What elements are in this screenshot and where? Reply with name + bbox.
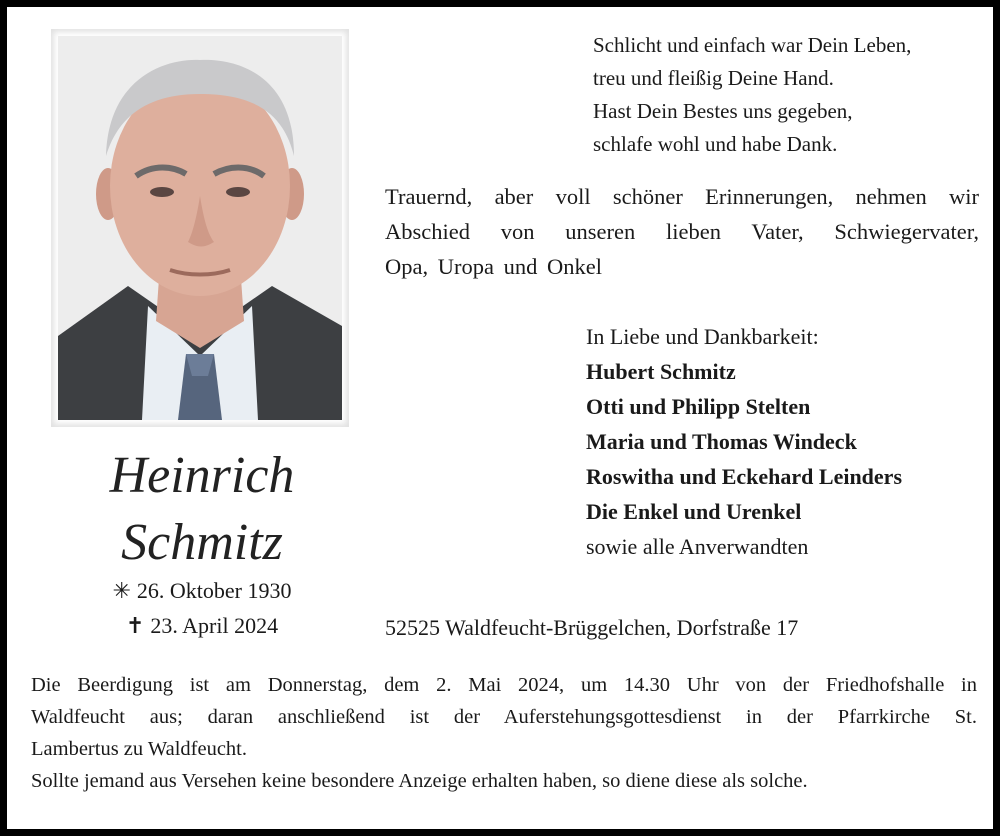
birth-date-text: 26. Oktober 1930 bbox=[136, 578, 292, 603]
death-date-text: 23. April 2024 bbox=[150, 613, 279, 638]
death-date bbox=[47, 608, 357, 643]
birth-star-icon: ✳ bbox=[112, 578, 131, 603]
mourner-name: Maria und Thomas Windeck bbox=[586, 429, 857, 454]
poem-line: schlafe wohl und habe Dank. bbox=[593, 132, 838, 156]
farewell-text bbox=[385, 179, 979, 284]
notice-line: Sollte jemand aus Versehen keine besondere Anzeige erhalten haben, so diene diese als solche. bbox=[31, 770, 808, 792]
portrait-illustration bbox=[58, 36, 342, 420]
poem-line: Hast Dein Bestes uns gegeben, bbox=[593, 99, 853, 123]
poem-line: Schlicht und einfach war Dein Leben, bbox=[593, 33, 912, 57]
deceased-last-name: Schmitz bbox=[121, 514, 283, 571]
notice-line: Waldfeucht aus; daran anschließend ist der Auferstehungsgottesdienst in der Pfarrkirche St. bbox=[31, 706, 977, 728]
mourners-list bbox=[586, 319, 902, 564]
mourner-name: Roswitha und Eckehard Leinders bbox=[586, 464, 903, 489]
mourner-name: Die Enkel und Urenkel bbox=[586, 499, 802, 524]
poem-line: treu und fleißig Deine Hand. bbox=[593, 66, 834, 90]
portrait-frame bbox=[51, 29, 349, 427]
death-cross-icon: ✝ bbox=[125, 613, 145, 638]
mourner-name: Hubert Schmitz bbox=[586, 359, 736, 384]
notice-line: Die Beerdigung ist am Donnerstag, dem 2. Mai 2024, um 14.30 Uhr von der Friedhofshalle in bbox=[31, 674, 977, 696]
birth-date bbox=[47, 573, 357, 608]
portrait-photo bbox=[58, 36, 342, 420]
mourners-lead: In Liebe und Dankbarkeit: bbox=[586, 324, 819, 349]
mourners-trail: sowie alle Anverwandten bbox=[586, 534, 809, 559]
deceased-first-name: Heinrich bbox=[109, 447, 295, 504]
mourner-name: Otti und Philipp Stelten bbox=[586, 394, 811, 419]
notice-line: Lambertus zu Waldfeucht. bbox=[31, 738, 247, 760]
farewell-line: Trauernd, aber voll schöner Erinnerungen, nehmen wir bbox=[385, 184, 979, 209]
funeral-notice bbox=[31, 669, 977, 797]
family-address: 52525 Waldfeucht-Brüggelchen, Dorfstraße 17 bbox=[385, 615, 799, 640]
farewell-line: Opa, Uropa und Onkel bbox=[385, 254, 602, 279]
farewell-line: Abschied von unseren lieben Vater, Schwiegervater, bbox=[385, 219, 979, 244]
memorial-poem bbox=[593, 29, 911, 161]
